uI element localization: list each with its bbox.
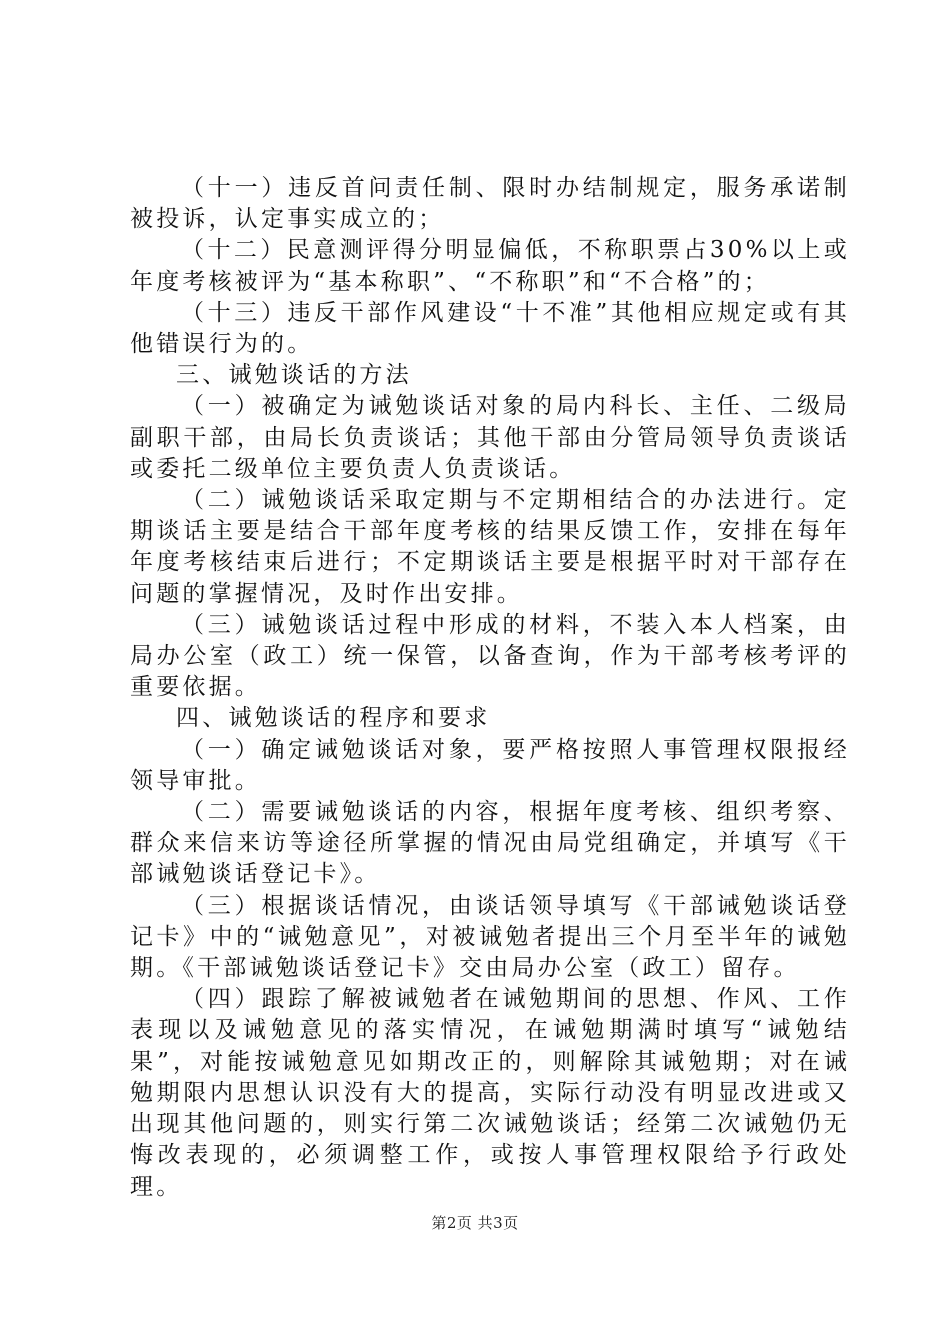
paragraph-item-12: （十二）民意测评得分明显偏低，不称职票占30%以上或年度考核被评为“基本称职”、“不称职”和“不合格”的； (130, 237, 850, 295)
document-body (130, 173, 850, 1203)
paragraph-item-11: （十一）违反首问责任制、限时办结制规定，服务承诺制被投诉，认定事实成立的； (130, 175, 850, 233)
paragraph-procedure-2: （二）需要诫勉谈话的内容，根据年度考核、组织考察、群众来信来访等途径所掌握的情况由局党组确定，并填写《干部诫勉谈话登记卡》。 (130, 799, 850, 888)
paragraph-item-13: （十三）违反干部作风建设“十不准”其他相应规定或有其他错误行为的。 (130, 299, 850, 358)
page-number-footer: 第2页 共3页 (431, 1214, 519, 1232)
paragraph-method-3: （三）诫勉谈话过程中形成的材料，不装入本人档案，由局办公室（政工）统一保管，以备查询，作为干部考核考评的重要依据。 (130, 611, 850, 701)
paragraph-procedure-4: （四）跟踪了解被诫勉者在诫勉期间的思想、作风、工作表现以及诫勉意见的落实情况，在诫勉期满时填写“诫勉结果”，对能按诫勉意见如期改正的，则解除其诫勉期；对在诫勉期限内思想认识没有大的提高，实际行动没有明显改进或又出现其他问题的，则实行第二次诫勉谈话；经第二次诫勉仍无悔改表现的，必须调整工作，或按人事管理权限给予行政处理。 (130, 986, 850, 1200)
paragraph-method-1: （一）被确定为诫勉谈话对象的局内科长、主任、二级局副职干部，由局长负责谈话；其他干部由分管局领导负责谈话或委托二级单位主要负责人负责谈话。 (130, 393, 850, 482)
paragraph-procedure-3: （三）根据谈话情况，由谈话领导填写《干部诫勉谈话登记卡》中的“诫勉意见”，对被诫勉者提出三个月至半年的诫勉期。《干部诫勉谈话登记卡》交由局办公室（政工）留存。 (130, 892, 850, 982)
paragraph-procedure-1: （一）确定诫勉谈话对象，要严格按照人事管理权限报经领导审批。 (130, 736, 850, 794)
section-heading-4: 四、诫勉谈话的程序和要求 (176, 705, 491, 732)
paragraph-method-2: （二）诫勉谈话采取定期与不定期相结合的办法进行。定期谈话主要是结合干部年度考核的结果反馈工作，安排在每年年度考核结束后进行；不定期谈话主要是根据平时对干部存在问题的掌握情况，及时作出安排。 (130, 487, 850, 607)
section-heading-3: 三、诫勉谈话的方法 (176, 362, 412, 389)
